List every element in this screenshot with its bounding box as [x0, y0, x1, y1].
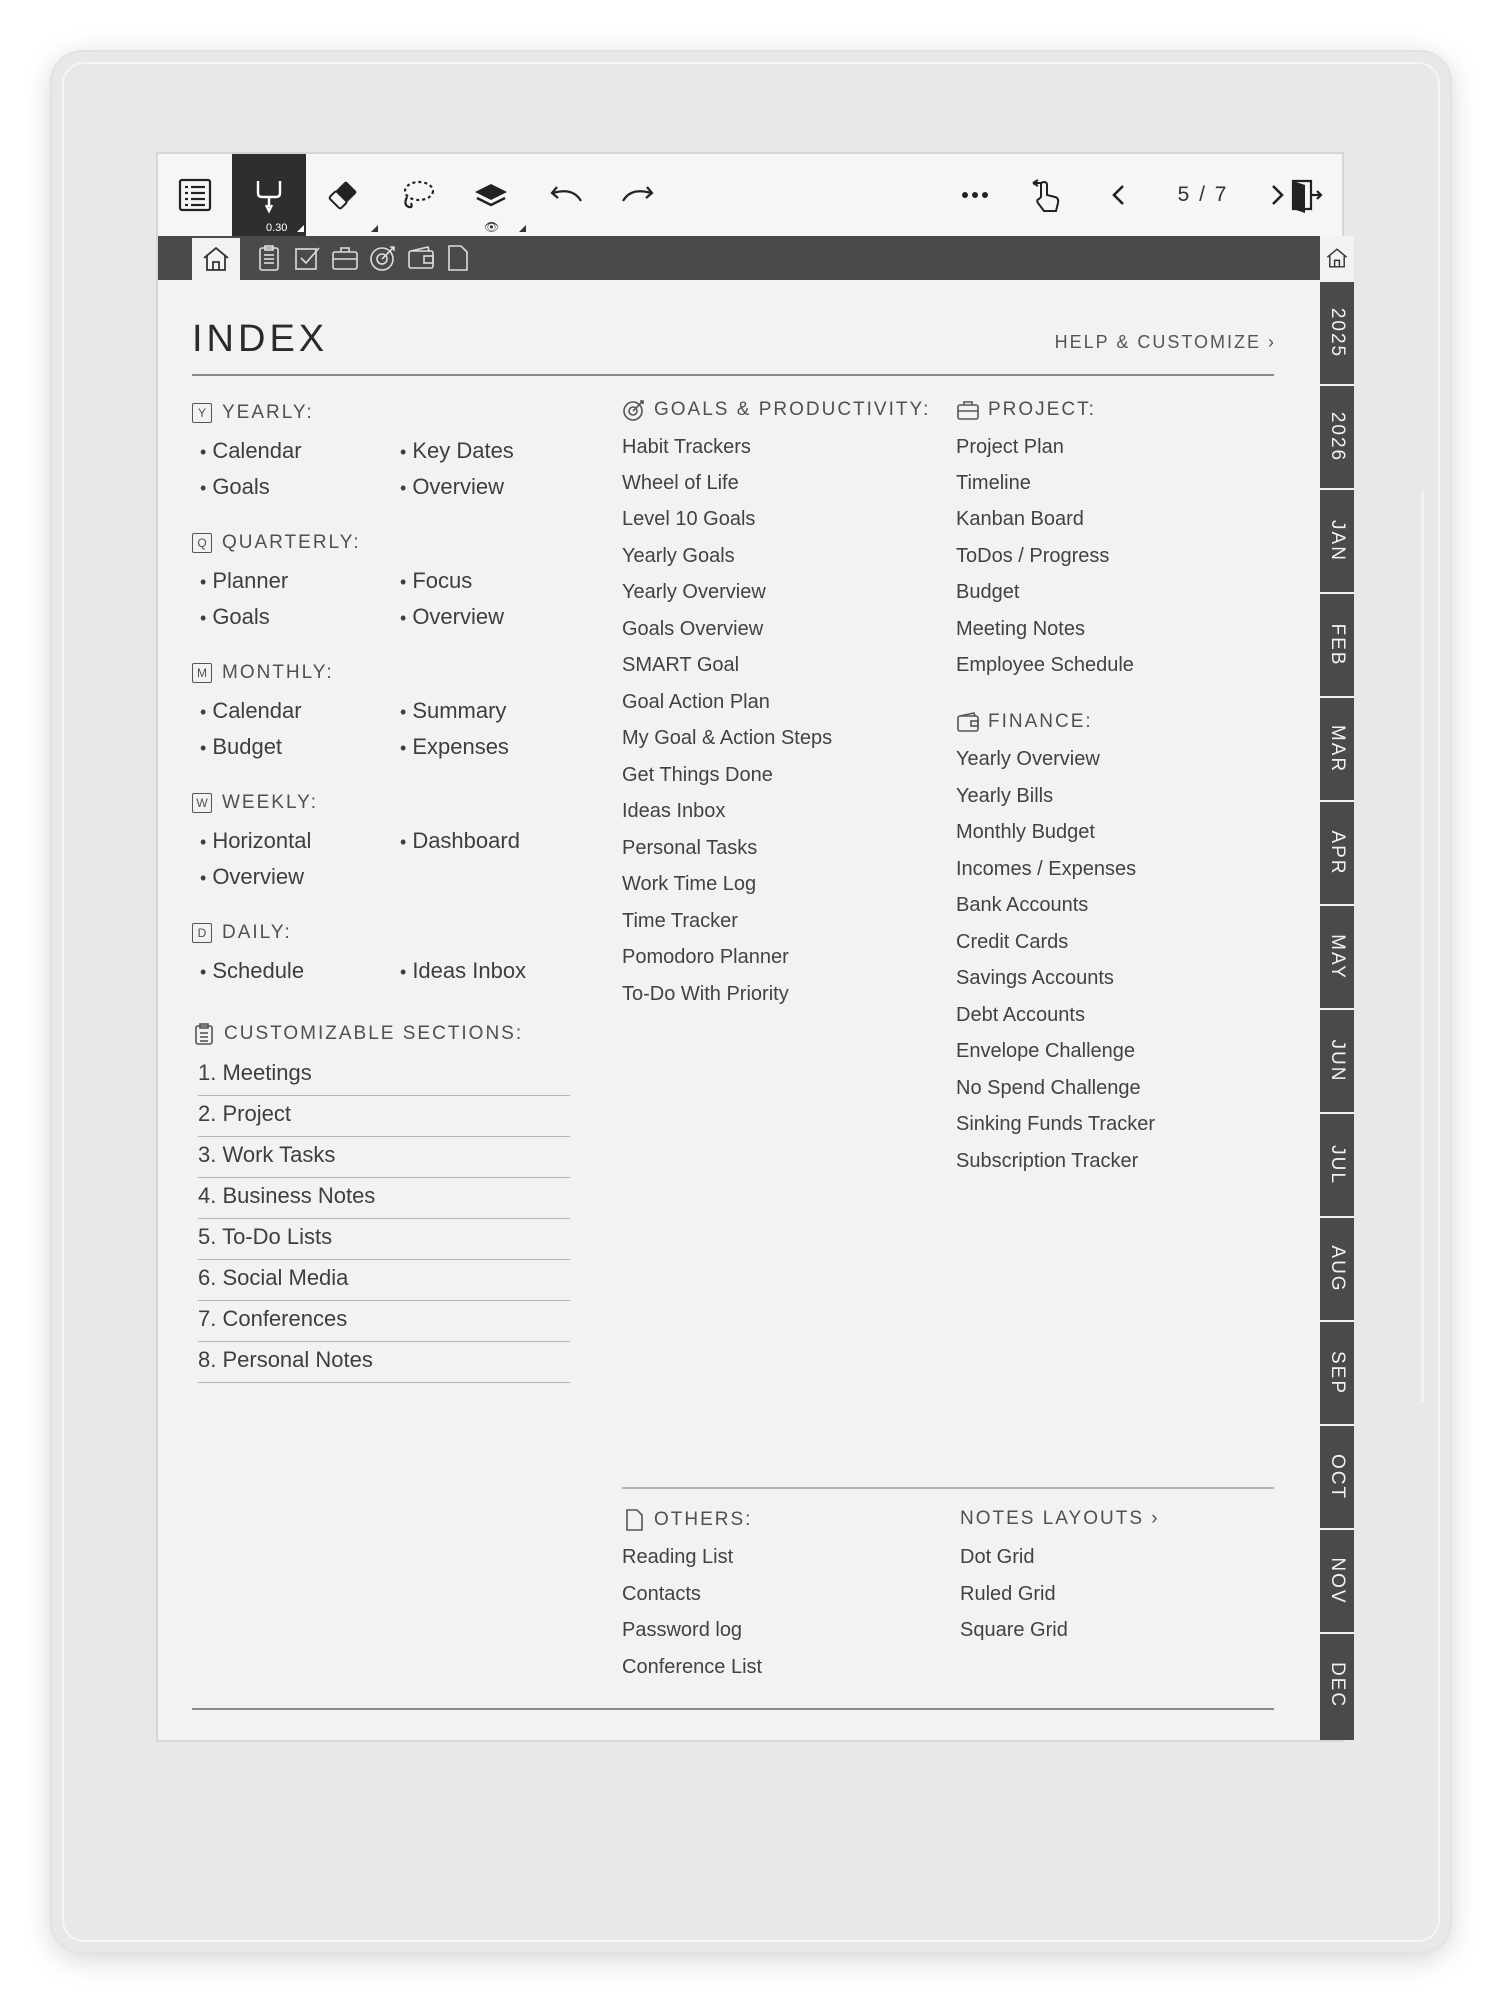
screen [158, 154, 1348, 1740]
footer-divider [192, 1708, 1274, 1710]
notes-layout-link[interactable]: Square Grid [960, 1619, 1068, 1641]
monthly-budget-link[interactable]: • Budget [200, 734, 282, 760]
redo-icon [619, 175, 659, 215]
lasso-button[interactable] [380, 154, 454, 236]
goals-link[interactable]: Goal Action Plan [622, 691, 770, 713]
notes-layout-link[interactable]: Dot Grid [960, 1546, 1035, 1568]
project-link[interactable]: Budget [956, 581, 1020, 603]
custom-section-item[interactable]: 3. Work Tasks [198, 1138, 570, 1178]
goals-link[interactable]: Ideas Inbox [622, 800, 726, 822]
yearly-heading[interactable] [192, 402, 314, 424]
notes-layout-link[interactable]: Ruled Grid [960, 1583, 1056, 1605]
finance-link[interactable]: Sinking Funds Tracker [956, 1113, 1155, 1135]
side-tab-label: MAR [1327, 724, 1348, 774]
quarterly-heading-label: QUARTERLY: [222, 532, 361, 553]
finance-link[interactable]: No Spend Challenge [956, 1077, 1141, 1099]
notes-layouts-heading[interactable] [960, 1508, 1160, 1530]
goals-link[interactable]: SMART Goal [622, 654, 740, 676]
project-link[interactable]: ToDos / Progress [956, 545, 1110, 567]
wallet-icon [956, 710, 980, 734]
briefcase-icon [956, 398, 980, 422]
goals-link[interactable]: Goals Overview [622, 618, 764, 640]
others-heading-label: OTHERS: [654, 1509, 753, 1530]
hand-touch-icon [1027, 175, 1067, 215]
yearly-key-dates-link[interactable]: • Key Dates [400, 438, 514, 464]
section-nav-bar [158, 236, 1320, 280]
project-link[interactable]: Project Plan [956, 436, 1064, 458]
submenu-triangle-icon [519, 225, 526, 232]
briefcase-icon [330, 243, 360, 273]
finance-link[interactable]: Yearly Bills [956, 785, 1054, 807]
custom-section-item[interactable]: 6. Social Media [198, 1261, 570, 1301]
page-icon [442, 243, 472, 273]
target-icon [622, 398, 646, 422]
redo-button[interactable] [602, 154, 676, 236]
checkbox-icon [292, 243, 322, 273]
target-icon [368, 243, 398, 273]
goals-link[interactable]: Time Tracker [622, 910, 738, 932]
side-tab-label: MAY [1327, 934, 1348, 980]
clipboard-icon [254, 243, 284, 273]
pen-size-label: 0.30 [266, 222, 288, 234]
toc-button[interactable] [158, 154, 232, 236]
calendar-q-icon: Q [192, 533, 212, 553]
list-icon [175, 175, 215, 215]
side-tab-label: AUG [1327, 1245, 1348, 1293]
side-tab-mar[interactable] [1320, 696, 1354, 800]
eye-icon: 👁 [484, 220, 500, 234]
side-tab-label: JUN [1327, 1039, 1348, 1083]
finance-link[interactable]: Yearly Overview [956, 748, 1100, 770]
home-icon [201, 244, 231, 274]
finance-link[interactable]: Savings Accounts [956, 967, 1114, 989]
side-tab-label: NOV [1327, 1557, 1348, 1605]
goals-link[interactable]: Habit Trackers [622, 436, 751, 458]
goals-link[interactable]: Yearly Goals [622, 545, 735, 567]
goals-link[interactable]: Pomodoro Planner [622, 946, 789, 968]
layers-button[interactable] [454, 154, 528, 236]
title-divider [192, 374, 1274, 376]
page-icon [622, 1508, 646, 1532]
top-toolbar [158, 154, 1342, 236]
finger-touch-button[interactable] [1010, 154, 1084, 236]
quarterly-focus-link[interactable]: • Focus [400, 568, 472, 594]
monthly-expenses-link[interactable]: • Expenses [400, 734, 509, 760]
customizable-heading [192, 1022, 523, 1046]
page-indicator[interactable]: 5 / 7 [1177, 183, 1229, 206]
index-page [158, 280, 1320, 1740]
side-tab-label: DEC [1327, 1661, 1348, 1709]
side-tab-nov[interactable] [1320, 1528, 1354, 1632]
calendar-d-icon: D [192, 923, 212, 943]
custom-section-item[interactable]: 8. Personal Notes [198, 1343, 570, 1383]
side-tab-label: FEB [1327, 623, 1348, 667]
side-tab-label: OCT [1327, 1453, 1348, 1501]
lasso-icon [397, 175, 437, 215]
monthly-calendar-link[interactable]: • Calendar [200, 698, 302, 724]
yearly-overview-link[interactable]: • Overview [400, 474, 504, 500]
calendar-m-icon: M [192, 663, 212, 683]
weekly-dashboard-link[interactable]: • Dashboard [400, 828, 520, 854]
finance-heading-label: FINANCE: [988, 711, 1093, 732]
layers-icon [471, 175, 511, 215]
project-heading[interactable] [956, 398, 1096, 422]
side-tab-label: 2025 [1327, 307, 1348, 359]
nav-home-tab[interactable] [192, 238, 240, 280]
monthly-heading[interactable] [192, 662, 334, 684]
undo-button[interactable] [528, 154, 602, 236]
nav-notes-tab[interactable] [254, 243, 286, 275]
project-link[interactable]: Kanban Board [956, 508, 1084, 530]
eraser-icon [323, 175, 363, 215]
monthly-heading-label: MONTHLY: [222, 662, 334, 683]
wallet-icon [406, 243, 436, 273]
more-button[interactable] [938, 154, 1012, 236]
others-heading[interactable] [622, 1508, 752, 1532]
project-link[interactable]: Meeting Notes [956, 618, 1085, 640]
customizable-heading-label: CUSTOMIZABLE SECTIONS: [224, 1023, 524, 1044]
finance-link[interactable]: Credit Cards [956, 931, 1069, 953]
finance-link[interactable]: Bank Accounts [956, 894, 1089, 916]
goals-link[interactable]: Level 10 Goals [622, 508, 756, 530]
others-link[interactable]: Password log [622, 1619, 743, 1641]
quarterly-heading[interactable] [192, 532, 361, 554]
finance-heading[interactable] [956, 710, 1093, 734]
calendar-w-icon: W [192, 793, 212, 813]
nav-finance-tab[interactable] [406, 243, 438, 275]
goals-link[interactable]: To-Do With Priority [622, 983, 789, 1005]
side-tab-2026[interactable] [1320, 384, 1354, 488]
quarterly-overview-link[interactable]: • Overview [400, 604, 504, 630]
page-title: INDEX [192, 318, 329, 360]
finance-link[interactable]: Incomes / Expenses [956, 858, 1137, 880]
project-heading-label: PROJECT: [988, 399, 1096, 420]
goals-link[interactable]: Get Things Done [622, 764, 773, 786]
notes-layouts-heading-label: NOTES LAYOUTS › [960, 1508, 1160, 1529]
exit-button[interactable] [1268, 154, 1342, 236]
daily-heading[interactable] [192, 922, 292, 944]
pen-icon [249, 175, 289, 215]
pen-tool-button[interactable] [232, 154, 306, 236]
goals-link[interactable]: Personal Tasks [622, 837, 758, 859]
prev-page-button[interactable] [1082, 154, 1156, 236]
custom-section-item[interactable]: 1. Meetings [198, 1056, 570, 1096]
side-tab-label: 2026 [1327, 411, 1348, 463]
others-divider [622, 1487, 1274, 1489]
finance-link[interactable]: Envelope Challenge [956, 1040, 1136, 1062]
side-tab-sep[interactable] [1320, 1320, 1354, 1424]
help-customize-link[interactable]: HELP & CUSTOMIZE › [1054, 332, 1276, 352]
finance-link[interactable]: Subscription Tracker [956, 1150, 1139, 1172]
daily-schedule-link[interactable]: • Schedule [200, 958, 304, 984]
weekly-horizontal-link[interactable]: • Horizontal [200, 828, 311, 854]
weekly-heading-label: WEEKLY: [222, 792, 319, 813]
yearly-goals-link[interactable]: • Goals [200, 474, 270, 500]
goals-link[interactable]: Yearly Overview [622, 581, 766, 603]
calendar-y-icon: Y [192, 403, 212, 423]
nav-project-tab[interactable] [330, 243, 362, 275]
weekly-heading[interactable] [192, 792, 318, 814]
nav-others-tab[interactable] [442, 243, 474, 275]
submenu-triangle-icon [371, 225, 378, 232]
side-tab-apr[interactable] [1320, 800, 1354, 904]
nav-tasks-tab[interactable] [292, 243, 324, 275]
side-tab-label: JAN [1327, 520, 1348, 562]
daily-heading-label: DAILY: [222, 922, 292, 943]
side-tab-2025[interactable] [1320, 280, 1354, 384]
side-tab-oct[interactable] [1320, 1424, 1354, 1528]
side-tab-feb[interactable] [1320, 592, 1354, 696]
goals-link[interactable]: My Goal & Action Steps [622, 727, 833, 749]
monthly-summary-link[interactable]: • Summary [400, 698, 506, 724]
quarterly-goals-link[interactable]: • Goals [200, 604, 270, 630]
yearly-heading-label: YEARLY: [222, 402, 314, 423]
custom-section-item[interactable]: 5. To-Do Lists [198, 1220, 570, 1260]
daily-ideas-inbox-link[interactable]: • Ideas Inbox [400, 958, 526, 984]
side-tab-jun[interactable] [1320, 1008, 1354, 1112]
custom-section-item[interactable]: 2. Project [198, 1097, 570, 1137]
device-side-strip [1421, 492, 1424, 1402]
custom-section-item[interactable]: 7. Conferences [198, 1302, 570, 1342]
quarterly-planner-link[interactable]: • Planner [200, 568, 288, 594]
custom-section-item[interactable]: 4. Business Notes [198, 1179, 570, 1219]
exit-icon [1285, 175, 1325, 215]
side-tab-aug[interactable] [1320, 1216, 1354, 1320]
more-dots-icon [955, 175, 995, 215]
nav-goals-tab[interactable] [368, 243, 400, 275]
others-link[interactable]: Conference List [622, 1656, 763, 1678]
others-link[interactable]: Reading List [622, 1546, 734, 1568]
goals-heading-label: GOALS & PRODUCTIVITY: [654, 399, 931, 420]
finance-link[interactable]: Monthly Budget [956, 821, 1095, 843]
goals-heading[interactable] [622, 398, 930, 422]
side-tab-bar [1320, 236, 1354, 1740]
yearly-calendar-link[interactable]: • Calendar [200, 438, 302, 464]
chevron-left-icon [1099, 175, 1139, 215]
side-tab-label: APR [1327, 830, 1348, 876]
finance-link[interactable]: Debt Accounts [956, 1004, 1085, 1026]
side-home-tab[interactable] [1320, 236, 1354, 280]
project-link[interactable]: Timeline [956, 472, 1031, 494]
goals-link[interactable]: Work Time Log [622, 873, 757, 895]
side-tab-jan[interactable] [1320, 488, 1354, 592]
side-tab-label: JUL [1327, 1145, 1348, 1185]
side-tab-may[interactable] [1320, 904, 1354, 1008]
clipboard-icon [192, 1022, 216, 1046]
side-tab-dec[interactable] [1320, 1632, 1354, 1736]
eraser-button[interactable] [306, 154, 380, 236]
undo-icon [545, 175, 585, 215]
goals-link[interactable]: Wheel of Life [622, 472, 739, 494]
others-link[interactable]: Contacts [622, 1583, 701, 1605]
project-link[interactable]: Employee Schedule [956, 654, 1134, 676]
weekly-overview-link[interactable]: • Overview [200, 864, 304, 890]
home-icon [1325, 246, 1349, 270]
submenu-triangle-icon [297, 225, 304, 232]
side-tab-label: SEP [1327, 1350, 1348, 1396]
side-tab-jul[interactable] [1320, 1112, 1354, 1216]
